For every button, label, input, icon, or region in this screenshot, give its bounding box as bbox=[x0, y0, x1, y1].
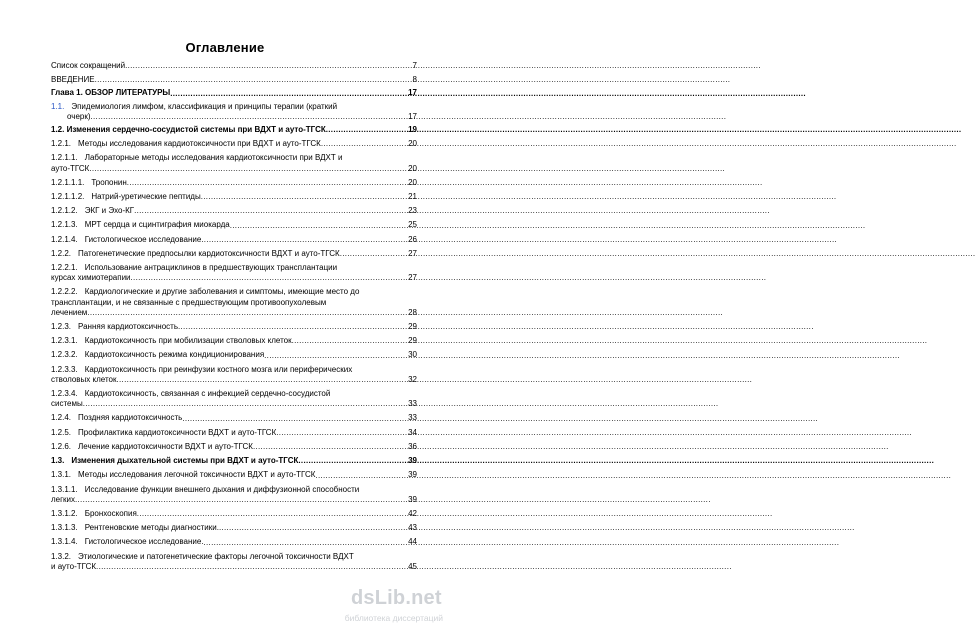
toc-entry[interactable] bbox=[51, 456, 417, 466]
toc-page-number: 29 bbox=[408, 336, 417, 346]
toc-entry-text: Поздняя кардиотоксичность bbox=[78, 413, 183, 423]
toc-page-number: 39 bbox=[408, 456, 417, 466]
toc-entry-text-continued: и ауто-ТГСК bbox=[51, 561, 97, 571]
toc-entry-number: 1.3.1.3. bbox=[51, 523, 78, 533]
toc-page-number: 39 bbox=[408, 470, 417, 480]
toc-page-number: 20 bbox=[408, 163, 417, 173]
toc-entry[interactable] bbox=[51, 350, 417, 360]
dot-leader bbox=[326, 125, 407, 135]
toc-entry[interactable] bbox=[51, 139, 417, 149]
dot-leader bbox=[83, 399, 407, 409]
table-of-contents bbox=[51, 57, 417, 572]
toc-entry-text-continued: стволовых клеток bbox=[51, 374, 117, 384]
dot-leader bbox=[87, 308, 407, 318]
toc-entry-text: Кардиотоксичность, связанная с инфекцией сердечно-сосудистой bbox=[84, 389, 331, 399]
toc-entry-number: 1.2.3.1. bbox=[51, 336, 78, 346]
toc-entry-number: 1.2.1.1. bbox=[51, 153, 78, 163]
toc-entry-text-continued: легких bbox=[51, 494, 76, 504]
toc-entry-number: 1.2.3.2. bbox=[51, 350, 78, 360]
toc-page-number: 44 bbox=[408, 537, 417, 547]
toc-entry-text: Ранняя кардиотоксичность bbox=[78, 322, 179, 332]
toc-entry-text: Кардиологические и другие заболевания и симптомы, имеющие место до bbox=[84, 287, 360, 297]
dot-leader bbox=[91, 112, 408, 122]
toc-entry[interactable] bbox=[51, 249, 417, 259]
dot-leader bbox=[117, 375, 408, 385]
watermark-logo: dsLib.net bbox=[351, 587, 442, 609]
toc-entry-text: ВВЕДЕНИЕ bbox=[51, 75, 95, 85]
toc-entry-text: Изменения дыхательной системы при ВДХТ и ауто-ТГСК bbox=[71, 456, 299, 466]
toc-entry-text: Список сокращений bbox=[51, 61, 126, 70]
toc-entry-number: 1.3.1.1. bbox=[51, 484, 78, 494]
toc-entry-number: 1.1. bbox=[51, 101, 65, 111]
toc-entry[interactable] bbox=[51, 178, 417, 188]
toc-entry-text: ЭКГ и Эхо-КГ bbox=[84, 206, 135, 216]
toc-entry-number: 1.2.6. bbox=[51, 441, 72, 451]
toc-entry[interactable] bbox=[51, 470, 417, 480]
dot-leader bbox=[298, 456, 407, 466]
toc-page-number: 26 bbox=[408, 234, 417, 244]
toc-entry[interactable] bbox=[51, 389, 417, 409]
toc-entry-number: 1.3.1.4. bbox=[51, 537, 78, 547]
toc-entry-text: Рентгеновские методы диагностики. bbox=[84, 523, 219, 533]
toc-entry[interactable] bbox=[51, 336, 417, 346]
toc-entry-text-continued: ауто-ТГСК bbox=[51, 163, 90, 173]
toc-entry-text: Кардиотоксичность при мобилизации стволовых клеток bbox=[84, 336, 292, 346]
dot-leader bbox=[315, 471, 407, 481]
toc-entry-number: 1.2.1.1.2. bbox=[51, 192, 85, 202]
toc-entry-number: 1.3. bbox=[51, 456, 65, 466]
toc-entry[interactable] bbox=[51, 428, 417, 438]
dot-leader bbox=[75, 495, 407, 505]
dot-leader bbox=[182, 414, 407, 424]
toc-entry[interactable] bbox=[51, 442, 417, 452]
dot-leader bbox=[230, 221, 407, 231]
toc-page-number: 17 bbox=[408, 111, 417, 121]
toc-entry[interactable] bbox=[51, 485, 417, 505]
toc-entry-text-continued: лечением bbox=[51, 307, 88, 317]
toc-entry-text: Кардиотоксичность режима кондиционирования bbox=[84, 350, 265, 360]
dot-leader bbox=[134, 206, 407, 216]
toc-entry[interactable] bbox=[51, 220, 417, 230]
toc-page-number: 39 bbox=[408, 494, 417, 504]
toc-page-number: 17 bbox=[408, 88, 417, 98]
toc-entry[interactable] bbox=[51, 88, 417, 98]
toc-entry[interactable] bbox=[51, 552, 417, 572]
toc-entry-text: Гистологическое исследование bbox=[84, 234, 202, 244]
toc-entry-text: Патогенетические предпосылки кардиотоксичности ВДХТ и ауто-ТГСК bbox=[78, 248, 340, 258]
dot-leader bbox=[253, 442, 407, 452]
toc-entry-text: Глава 1. ОБЗОР ЛИТЕРАТУРЫ bbox=[51, 88, 171, 98]
toc-page-number: 23 bbox=[408, 206, 417, 216]
toc-entry[interactable] bbox=[51, 75, 417, 85]
toc-entry-text: Натрий-уретические пептиды bbox=[91, 192, 201, 202]
dot-leader bbox=[125, 61, 411, 71]
dot-leader bbox=[276, 428, 407, 438]
toc-page-number: 27 bbox=[408, 273, 417, 283]
toc-entry[interactable] bbox=[51, 125, 417, 135]
toc-entry-text: Профилактика кардиотоксичности ВДХТ и ауто-ТГСК bbox=[78, 427, 277, 437]
toc-entry-text: Лечение кардиотоксичности ВДХТ и ауто-ТГСК bbox=[78, 441, 253, 451]
toc-entry[interactable] bbox=[51, 263, 417, 283]
toc-entry-number: 1.3.2. bbox=[51, 551, 72, 561]
document-page bbox=[0, 0, 450, 637]
toc-entry-number: 1.2.1.1.1. bbox=[51, 177, 85, 187]
toc-page-number: 33 bbox=[408, 399, 417, 409]
dot-leader bbox=[204, 538, 408, 548]
toc-entry-number: 1.2.4. bbox=[51, 413, 72, 423]
toc-entry-number: 1.2.3.3. bbox=[51, 364, 78, 374]
toc-entry[interactable] bbox=[51, 192, 417, 202]
toc-entry-number: 1.2.1. bbox=[51, 139, 72, 149]
toc-entry-text: Этиологические и патогенетические факторы легочной токсичности ВДХТ bbox=[78, 551, 354, 561]
toc-entry-text: МРТ сердца и сцинтиграфия миокарда bbox=[84, 220, 230, 230]
toc-entry-text: Использование антрациклинов в предшествующих трансплантации bbox=[84, 263, 338, 273]
toc-entry-text: Тропонин bbox=[91, 177, 127, 187]
dot-leader bbox=[264, 351, 407, 361]
toc-page-number: 19 bbox=[408, 125, 417, 135]
toc-entry-number: 1.2.3.4. bbox=[51, 389, 78, 399]
dot-leader bbox=[201, 235, 407, 245]
watermark bbox=[337, 587, 447, 632]
toc-entry-number: 1.2.1.3. bbox=[51, 220, 78, 230]
toc-entry-number: 1.2.1.4. bbox=[51, 234, 78, 244]
dot-leader bbox=[127, 178, 407, 188]
toc-entry[interactable] bbox=[51, 365, 417, 385]
toc-page-number: 30 bbox=[408, 350, 417, 360]
toc-entry[interactable] bbox=[51, 102, 417, 122]
toc-entry-text: Эпидемиология лимфом, классификация и принципы терапии (краткий bbox=[71, 101, 338, 111]
toc-page-number: 36 bbox=[408, 441, 417, 451]
toc-entry-text: Кардиотоксичность при реинфузии костного мозга или периферических bbox=[84, 364, 353, 374]
toc-entry[interactable] bbox=[51, 322, 417, 332]
toc-entry[interactable] bbox=[51, 537, 417, 547]
toc-entry[interactable] bbox=[51, 287, 417, 318]
toc-entry[interactable] bbox=[51, 61, 417, 71]
toc-entry[interactable] bbox=[51, 509, 417, 519]
toc-page-number: 32 bbox=[408, 374, 417, 384]
toc-entry-text-continued: очерк) bbox=[67, 111, 91, 121]
toc-entry[interactable] bbox=[51, 523, 417, 533]
dot-leader bbox=[292, 336, 407, 346]
toc-entry-number: 1.3.1.2. bbox=[51, 508, 78, 518]
toc-entry-text: 1.2. Изменения сердечно-сосудистой системы при ВДХТ и ауто-ТГСК bbox=[51, 125, 326, 135]
toc-page-number: 21 bbox=[408, 192, 417, 202]
toc-entry-number: 1.2.5. bbox=[51, 427, 72, 437]
toc-entry[interactable] bbox=[51, 206, 417, 216]
toc-entry-number: 1.2.1.2. bbox=[51, 206, 78, 216]
toc-page-number: 34 bbox=[408, 427, 417, 437]
toc-page-number: 33 bbox=[408, 413, 417, 423]
toc-entry[interactable] bbox=[51, 413, 417, 423]
dot-leader bbox=[340, 249, 407, 259]
dot-leader bbox=[96, 562, 407, 572]
toc-entry-text: Методы исследования кардиотоксичности при ВДХТ и ауто-ТГСК bbox=[78, 139, 321, 149]
toc-entry-text: Лабораторные методы исследования кардиотоксичности при ВДХТ и bbox=[84, 153, 343, 163]
toc-page-number: 43 bbox=[408, 523, 417, 533]
toc-entry-number: 1.2.2.1. bbox=[51, 263, 78, 273]
toc-entry-number: 1.2.2.2. bbox=[51, 287, 78, 297]
toc-page-number: 8 bbox=[412, 75, 417, 85]
toc-entry-text: Исследование функции внешнего дыхания и диффузионной способности bbox=[84, 484, 360, 494]
toc-page-number: 45 bbox=[408, 561, 417, 571]
toc-page-number: 27 bbox=[408, 248, 417, 258]
dot-leader bbox=[131, 273, 408, 283]
dot-leader bbox=[219, 523, 407, 533]
toc-entry-text-continued: трансплантации, и не связанные с предшествующим противоопухолевым bbox=[51, 297, 327, 307]
dot-leader bbox=[201, 192, 407, 202]
dot-leader bbox=[95, 75, 412, 85]
toc-entry-number: 1.2.3. bbox=[51, 322, 72, 332]
toc-entry[interactable] bbox=[51, 153, 417, 173]
toc-entry-text: Гистологическое исследование. bbox=[84, 537, 204, 547]
toc-page-number: 20 bbox=[408, 139, 417, 149]
toc-entry-number: 1.2.2. bbox=[51, 248, 72, 258]
dot-leader bbox=[89, 164, 407, 174]
toc-page-number: 7 bbox=[412, 61, 417, 70]
dot-leader bbox=[321, 139, 407, 149]
watermark-subtitle: библиотека диссертаций bbox=[344, 613, 443, 623]
dot-leader bbox=[178, 322, 407, 332]
dot-leader bbox=[137, 509, 407, 519]
page-title: Оглавление bbox=[185, 40, 265, 55]
toc-entry-text: Бронхоскопия bbox=[84, 508, 137, 518]
dot-leader bbox=[170, 89, 407, 99]
toc-page-number: 25 bbox=[408, 220, 417, 230]
toc-entry-text-continued: курсах химиотерапии bbox=[51, 273, 131, 283]
toc-entry-number: 1.3.1. bbox=[51, 470, 72, 480]
toc-entry[interactable] bbox=[51, 235, 417, 245]
toc-entry-text: Методы исследования легочной токсичности ВДХТ и ауто-ТГСК bbox=[78, 470, 316, 480]
toc-page-number: 29 bbox=[408, 322, 417, 332]
toc-page-number: 42 bbox=[408, 508, 417, 518]
toc-entry-text-continued: системы bbox=[51, 399, 83, 409]
toc-page-number: 20 bbox=[408, 177, 417, 187]
toc-page-number: 28 bbox=[408, 307, 417, 317]
